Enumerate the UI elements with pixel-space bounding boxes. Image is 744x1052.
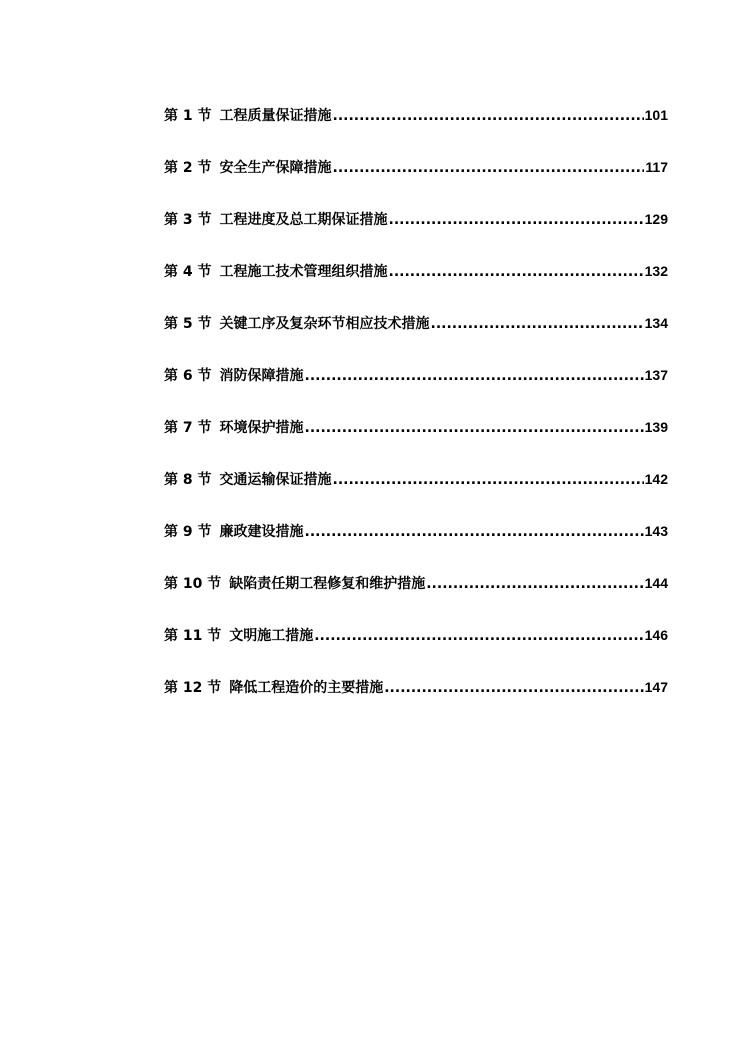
toc-entry-7[interactable]: [164, 417, 668, 469]
toc-entry-title: 降低工程造价的主要措施: [229, 680, 384, 696]
toc-entry-title: 工程质量保证措施: [219, 108, 332, 124]
toc-entry-page: 129: [644, 211, 668, 227]
toc-entry-8[interactable]: [164, 469, 668, 521]
toc-entry-section: 第 3 节: [164, 212, 212, 228]
toc-dot-leader: [305, 368, 644, 384]
toc-entry-section: 第 8 节: [164, 472, 212, 488]
toc-entry-title: 工程施工技术管理组织措施: [219, 264, 388, 280]
toc-entry-10[interactable]: [164, 573, 668, 625]
toc-entry-page: 142: [644, 471, 668, 487]
toc-dot-leader: [389, 264, 644, 280]
toc-dot-leader: [333, 108, 644, 124]
toc-entry-section: 第 5 节: [164, 316, 212, 332]
toc-dot-leader: [333, 472, 644, 488]
toc-entry-1[interactable]: [164, 105, 668, 157]
toc-dot-leader: [389, 212, 644, 228]
toc-dot-leader: [384, 680, 643, 696]
toc-entry-12[interactable]: [164, 677, 668, 729]
toc-dot-leader: [305, 524, 644, 540]
toc-entry-2[interactable]: [164, 157, 668, 209]
toc-entry-page: 132: [644, 263, 668, 279]
toc-entry-page: 101: [644, 107, 668, 123]
toc-entry-6[interactable]: [164, 365, 668, 417]
toc-entry-section: 第 2 节: [164, 160, 212, 176]
toc-entry-page: 144: [644, 575, 668, 591]
toc-entry-title: 环境保护措施: [219, 420, 304, 436]
toc-entry-title: 缺陷责任期工程修复和维护措施: [229, 576, 426, 592]
toc-entry-page: 134: [644, 315, 668, 331]
toc-entry-section: 第 1 节: [164, 108, 212, 124]
toc-entry-title: 交通运输保证措施: [219, 472, 332, 488]
toc-entry-section: 第 7 节: [164, 420, 212, 436]
table-of-contents: [164, 105, 668, 729]
toc-entry-section: 第 11 节: [164, 628, 222, 644]
toc-entry-section: 第 9 节: [164, 524, 212, 540]
toc-dot-leader: [426, 576, 643, 592]
toc-entry-page: 147: [644, 679, 668, 695]
toc-dot-leader: [305, 420, 644, 436]
toc-entry-title: 文明施工措施: [229, 628, 314, 644]
toc-entry-title: 廉政建设措施: [219, 524, 304, 540]
toc-entry-title: 安全生产保障措施: [219, 160, 332, 176]
toc-entry-page: 137: [644, 367, 668, 383]
toc-entry-title: 工程进度及总工期保证措施: [219, 212, 388, 228]
toc-dot-leader: [431, 316, 644, 332]
toc-entry-title: 关键工序及复杂环节相应技术措施: [219, 316, 430, 332]
toc-entry-section: 第 4 节: [164, 264, 212, 280]
toc-entry-9[interactable]: [164, 521, 668, 573]
toc-entry-11[interactable]: [164, 625, 668, 677]
toc-entry-4[interactable]: [164, 261, 668, 313]
toc-entry-3[interactable]: [164, 209, 668, 261]
toc-entry-section: 第 12 节: [164, 680, 222, 696]
toc-entry-page: 146: [644, 627, 668, 643]
toc-entry-page: 117: [645, 159, 668, 175]
toc-entry-5[interactable]: [164, 313, 668, 365]
toc-entry-page: 143: [644, 523, 668, 539]
toc-dot-leader: [333, 160, 645, 176]
toc-entry-section: 第 6 节: [164, 368, 212, 384]
toc-entry-page: 139: [644, 419, 668, 435]
toc-entry-section: 第 10 节: [164, 576, 222, 592]
toc-dot-leader: [314, 628, 643, 644]
toc-entry-title: 消防保障措施: [219, 368, 304, 384]
